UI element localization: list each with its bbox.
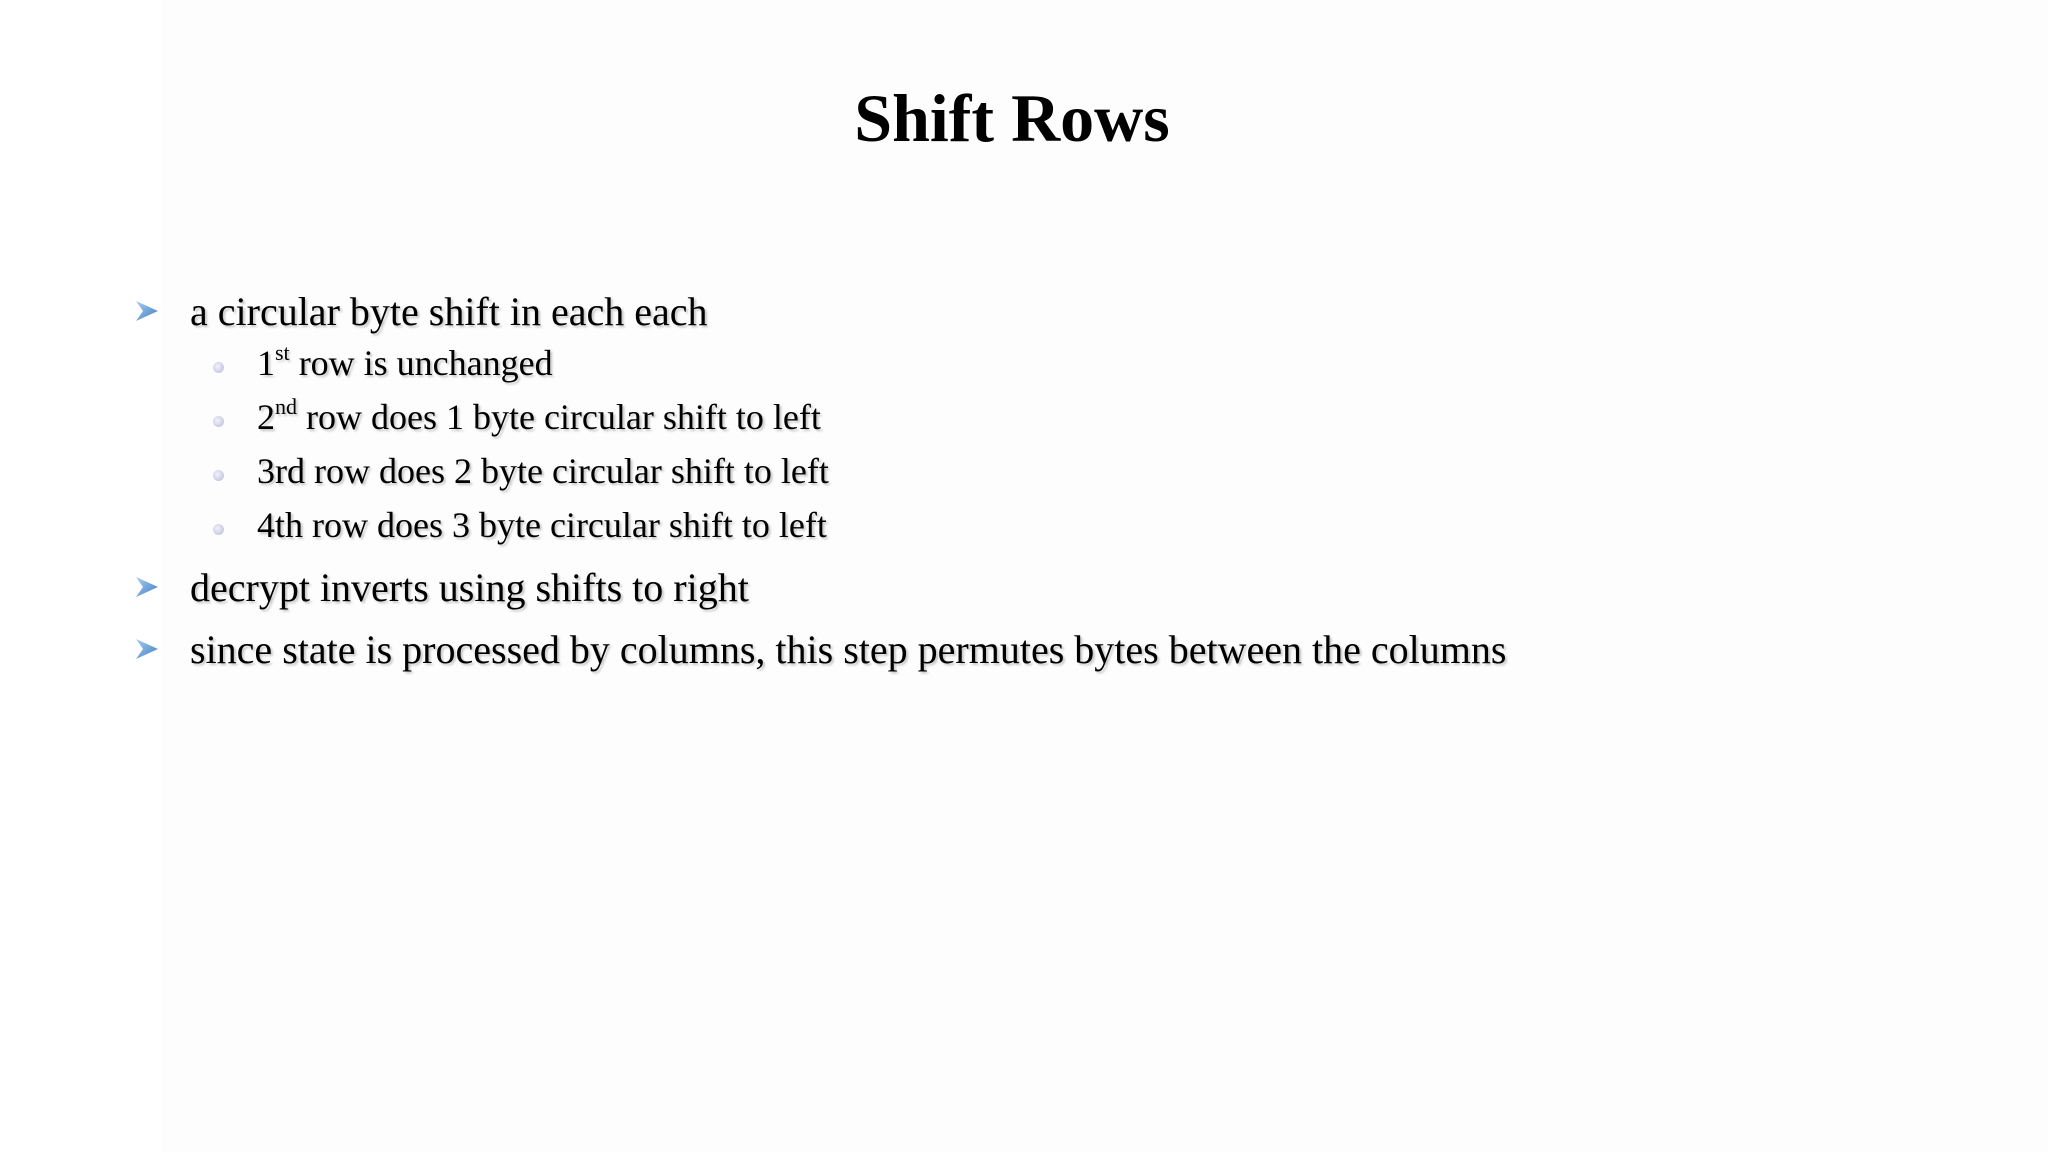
- sub-bullet-item: [128, 446, 2008, 500]
- dot-bullet-icon: [213, 362, 224, 373]
- dot-bullet-icon: [213, 524, 224, 535]
- bullet-item: [128, 622, 2008, 680]
- sub-bullet-text: 3rd row does 2 byte circular shift to left: [257, 451, 829, 491]
- arrowhead-bullet-icon: [134, 298, 160, 324]
- dot-bullet-icon: [213, 470, 224, 481]
- dot-bullet-icon: [213, 416, 224, 427]
- bullet-item: [128, 560, 2008, 618]
- slide-title: Shift Rows: [854, 80, 1170, 156]
- sub-bullet-item: [128, 500, 2008, 554]
- bullet-text: since state is processed by columns, this step permutes bytes between the columns: [190, 627, 1507, 672]
- arrowhead-bullet-icon: [134, 636, 160, 662]
- sub-bullet-text: 4th row does 3 byte circular shift to left: [257, 505, 827, 545]
- bullet-list: [128, 284, 2008, 684]
- bullet-item: [128, 284, 2008, 342]
- bullet-text: decrypt inverts using shifts to right: [190, 565, 749, 610]
- sub-bullet-text: 1st row is unchanged: [257, 340, 553, 383]
- sub-bullet-list: [128, 338, 2008, 554]
- bullet-text: a circular byte shift in each each: [190, 289, 708, 334]
- arrowhead-bullet-icon: [134, 574, 160, 600]
- sub-bullet-item: [128, 338, 2008, 392]
- sub-bullet-item: [128, 392, 2008, 446]
- sub-bullet-text: 2nd row does 1 byte circular shift to left: [257, 394, 821, 437]
